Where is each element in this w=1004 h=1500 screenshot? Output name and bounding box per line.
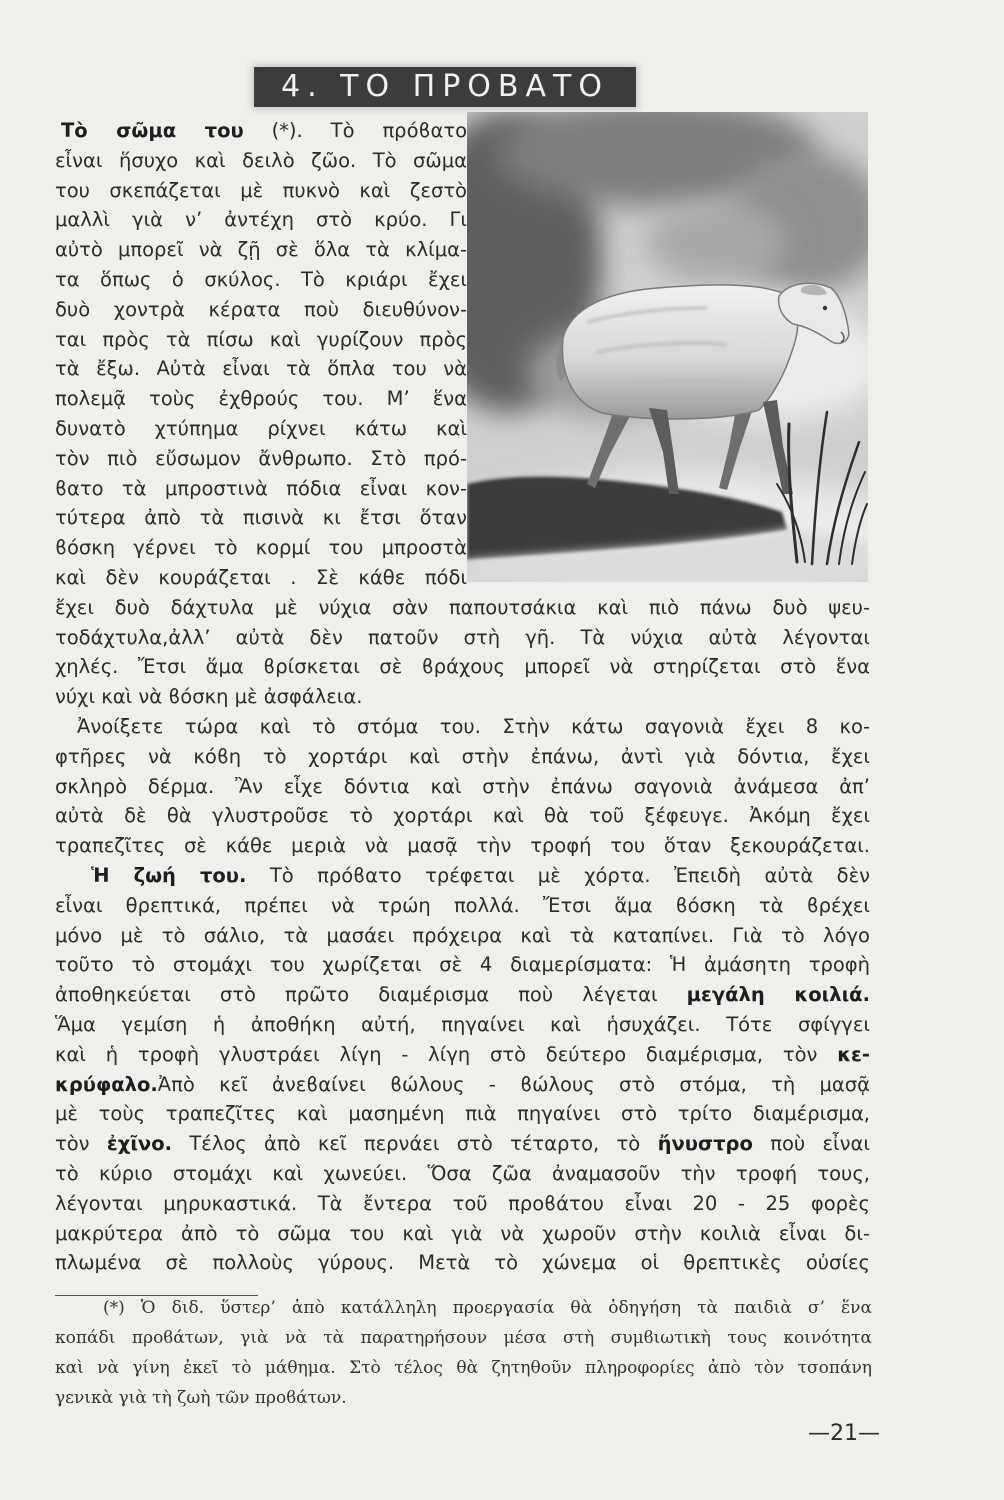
text-line: τὸν ἐχῖνο. Τέλος ἀπὸ κεῖ περνάει στὸ τέταρτο, τὸ ἤνυστρο ποὺ εἶναι [55,1132,870,1156]
text-line: μόνο μὲ τὸ σάλιο, τὰ μασάει πρόχειρα καὶ τὰ καταπίνει. Γιὰ τὸ λόγο [55,923,870,947]
bold-term: κρύφαλο. [55,1072,158,1096]
footnote [55,1293,872,1413]
sheep-illustration [467,112,868,582]
text-line: λέγονται μηρυκαστικά. Τὰ ἔντερα τοῦ προϐάτου εἶναι 20 - 25 φορὲς [55,1191,870,1215]
bold-term: ἤνυστρο [657,1132,753,1156]
footnote-line: γενικὰ γιὰ τὴ ζωὴ τῶν προϐάτων. [55,1388,347,1408]
text-line: Τὸ σῶμα του (*). Τὸ πρόϐατο [61,119,467,142]
bold-term: μεγάλη κοιλιά. [686,983,870,1007]
text-line: πλωμένα σὲ πολλοὺς γύρους. Μετὰ τὸ χώνεμα οἱ θρεπτικὲς οὐσίες [55,1251,870,1275]
body-text [55,593,870,1278]
text-line: τοδάχτυλα,ἀλλ’ αὐτὰ δὲν πατοῦν στὴ γῆ. Τὰ νύχια αὐτὰ λέγονται [55,625,870,649]
text-line: δυὸ χοντρὰ κέρατα ποὺ διευθύνον- [55,297,467,321]
text-line: αὐτὰ δὲ θὰ γλυστροῦσε τὸ χορτάρι καὶ θὰ τοῦ ξέφευγε. Ἀκόμη ἔχει [55,804,870,828]
text-line: ἀποθηκεύεται στὸ πρῶτο διαμέρισμα ποὺ λέγεται μεγάλη κοιλιά. [55,983,870,1007]
text-line: σκληρὸ δέρμα. Ἂν εἶχε δόντια καὶ στὴν ἐπάνω σαγονιὰ ἀνάμεσα ἀπ’ [55,774,870,798]
text-line: ται πρὸς τὰ πίσω καὶ γυρίζουν πρὸς [55,327,467,351]
footnote-line: κοπάδι προϐάτων, γιὰ νὰ τὰ παρατηρήσουν μέσα στὴ συμϐιωτικὴ τους κοινότητα [55,1328,872,1348]
footnote-line: (*) Ὁ διδ. ὕστερ’ ἀπὸ κατάλληλη προεργασία θὰ ὁδηγήση τὰ παιδιὰ σ’ ἕνα [103,1298,872,1318]
text-line: τὸν πιὸ εὔσωμον ἄνθρωπο. Στὸ πρό- [55,446,467,470]
column-text [55,116,467,593]
text-line: τύτερα ἀπὸ τὰ πισινὰ κι ἔτσι ὅταν [55,506,467,530]
bold-heading: Τὸ σῶμα του [61,119,244,142]
text-line: τραπεζῖτες σὲ κάθε μεριὰ νὰ μασᾷ τὴν τροφή του ὅταν ξεκουράζεται. [55,834,870,858]
page-number: —21— [808,1421,880,1446]
text-line: μὲ τοὺς τραπεζῖτες καὶ μασημένη πιὰ πηγαίνει στὸ τρίτο διαμέρισμα, [55,1102,870,1126]
text-line: καὶ δὲν κουράζεται . Σὲ κάθε πόδι [55,565,467,589]
text-line: Ἀνοίξετε τώρα καὶ τὸ στόμα του. Στὴν κάτω σαγονιὰ ἔχει 8 κο- [77,714,870,738]
text-line: ϐόσκη γέρνει τὸ κορμί του μπροστὰ [55,536,467,560]
text-line: μακρύτερα ἀπὸ τὸ σῶμα του καὶ γιὰ νὰ χωροῦν στὴν κοιλιὰ εἶναι δι- [55,1221,870,1245]
bold-heading: Ἡ ζωή του. [91,863,247,887]
text-line: τα ὅπως ὁ σκύλος. Τὸ κριάρι ἔχει [55,267,467,291]
text-line: καὶ ἡ τροφὴ γλυστράει λίγη - λίγη στὸ δεύτερο διαμέρισμα, τὸν κε- [55,1042,870,1066]
text-line: εἶναι ἥσυχο καὶ δειλὸ ζῶο. Τὸ σῶμα [55,148,467,172]
text-line: ἔχει δυὸ δάχτυλα μὲ νύχια σὰν παπουτσάκια καὶ πιὸ πάνω δυὸ ψευ- [55,595,870,619]
text-line: φτῆρες νὰ κόϐη τὸ χορτάρι καὶ στὴν ἐπάνω, ἀντὶ γιὰ δόντια, ἔχει [55,744,870,768]
text-line: τοῦτο τὸ στομάχι του χωρίζεται σὲ 4 διαμερίσματα: Ἡ ἀμάσητη τροφὴ [55,953,870,977]
text-line: πολεμᾷ τοὺς ἐχθρούς του. Μ’ ἕνα [55,387,467,411]
text-line: Ἡ ζωή του. Τὸ πρόϐατο τρέφεται μὲ χόρτα. Ἐπειδὴ αὐτὰ δὲν [91,863,870,887]
text-line: νύχι καὶ νὰ ϐόσκη μὲ ἀσφάλεια. [55,685,363,709]
footnote-line: καὶ νὰ γίνη ἐκεῖ τὸ μάθημα. Στὸ τέλος θὰ ζητηθοῦν πληροφορίες ἀπὸ τὸν τσοπάνη [55,1358,872,1378]
text-line: κρύφαλο.Ἀπὸ κεῖ ἀνεϐαίνει ϐώλους - ϐώλους στὸ στόμα, τὴ μασᾷ [55,1072,870,1096]
text-line: του σκεπάζεται μὲ πυκνὸ καὶ ζεστὸ [55,178,467,202]
text-line: δυνατὸ χτύπημα ρίχνει κάτω καὶ [55,416,467,440]
text-line: τὸ κύριο στομάχι καὶ χωνεύει. Ὅσα ζῶα ἀναμασοῦν τὴν τροφή τους, [55,1161,870,1185]
text-line: τὰ ἔξω. Αὐτὰ εἶναι τὰ ὅπλα του νὰ [55,357,467,381]
text-line: εἶναι θρεπτικά, πρέπει νὰ τρώη πολλά. Ἔτσι ἅμα ϐόσκη τὰ ϐρέχει [55,893,870,917]
bold-term: κε- [837,1042,870,1066]
text-line: αὐτὸ μπορεῖ νὰ ζῇ σὲ ὅλα τὰ κλίμα- [55,238,467,262]
text-line: Ἅμα γεμίση ἡ ἀποθήκη αὐτή, πηγαίνει καὶ ἡσυχάζει. Τότε σφίγγει [55,1012,870,1036]
chapter-title: 4. ΤΟ ΠΡΟΒΑΤΟ [254,67,636,107]
bold-term: ἐχῖνο. [106,1132,173,1156]
text-line: χηλές. Ἔτσι ἅμα ϐρίσκεται σὲ ϐράχους μπορεῖ νὰ στηρίζεται στὸ ἕνα [55,655,870,679]
text-line: μαλλὶ γιὰ ν’ ἀντέχη στὸ κρύο. Γι [55,208,467,232]
text-line: ϐατο τὰ μπροστινὰ πόδια εἶναι κον- [55,476,467,500]
